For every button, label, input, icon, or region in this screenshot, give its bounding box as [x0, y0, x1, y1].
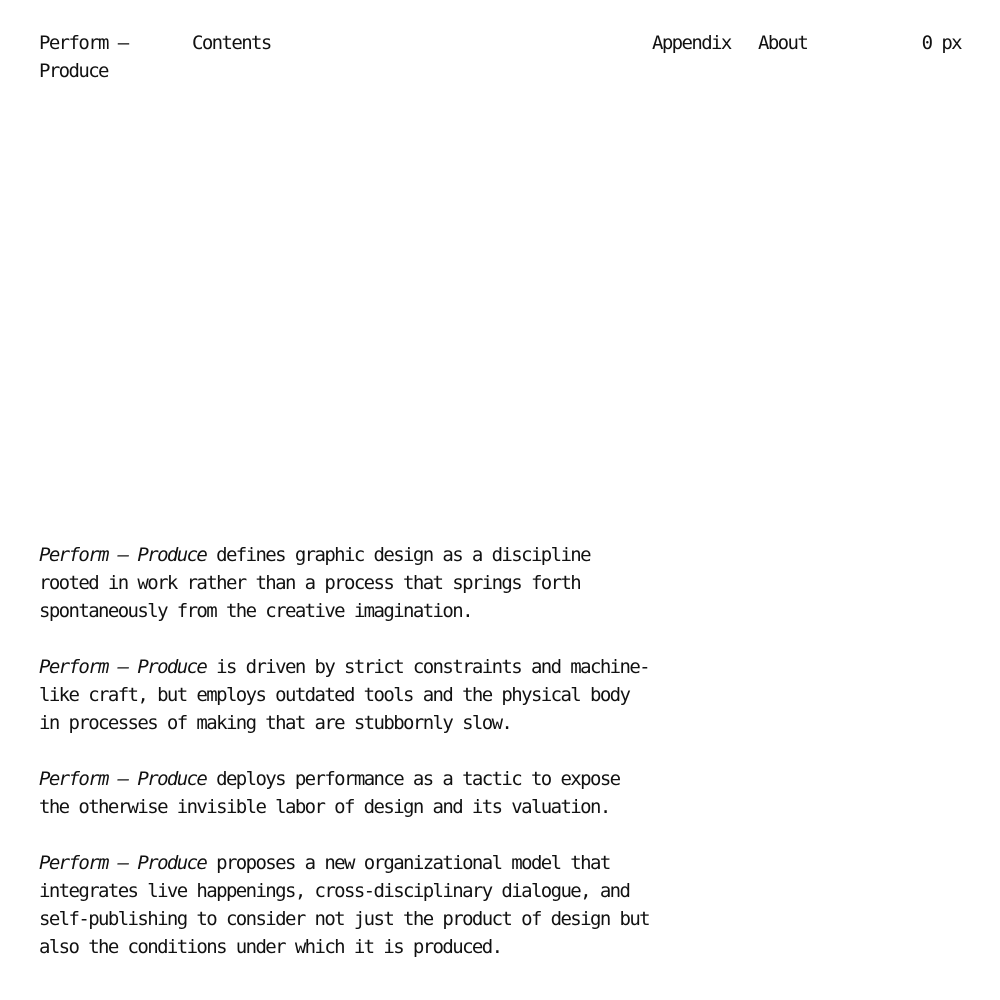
- intro-statement: [39, 541, 654, 961]
- statement-paragraph-4: [39, 849, 654, 961]
- statement-text: is driven by strict constraints and machine-like craft, but employs outdated tools and the physical body in processes of making that are stubbornly slow.: [39, 656, 650, 734]
- contents-link[interactable]: Contents: [192, 32, 271, 54]
- about-link[interactable]: About: [758, 32, 808, 54]
- statement-text: proposes a new organizational model that integrates live happenings, cross-disciplinary dialogue, and self-publishing to consider not just the product of design but also the conditions under which it is produced.: [39, 852, 650, 958]
- appendix-link[interactable]: Appendix: [652, 32, 731, 54]
- site-title-link[interactable]: [39, 29, 149, 85]
- statement-paragraph-2: [39, 653, 654, 737]
- scroll-counter: 0 px: [921, 32, 961, 54]
- statement-title-italic: Perform – Produce: [39, 852, 207, 874]
- top-navigation: [39, 29, 961, 89]
- site-title-line-2: Produce: [39, 60, 108, 82]
- statement-title-italic: Perform – Produce: [39, 656, 207, 678]
- site-title-line-1: Perform –: [39, 32, 128, 54]
- statement-paragraph-3: [39, 765, 654, 821]
- statement-title-italic: Perform – Produce: [39, 768, 207, 790]
- statement-paragraph-1: [39, 541, 654, 625]
- statement-title-italic: Perform – Produce: [39, 544, 207, 566]
- statement-text: defines graphic design as a discipline rooted in work rather than a process that springs forth spontaneously from the creative imagination.: [39, 544, 590, 622]
- statement-text: deploys performance as a tactic to expose the otherwise invisible labor of design and its valuation.: [39, 768, 620, 818]
